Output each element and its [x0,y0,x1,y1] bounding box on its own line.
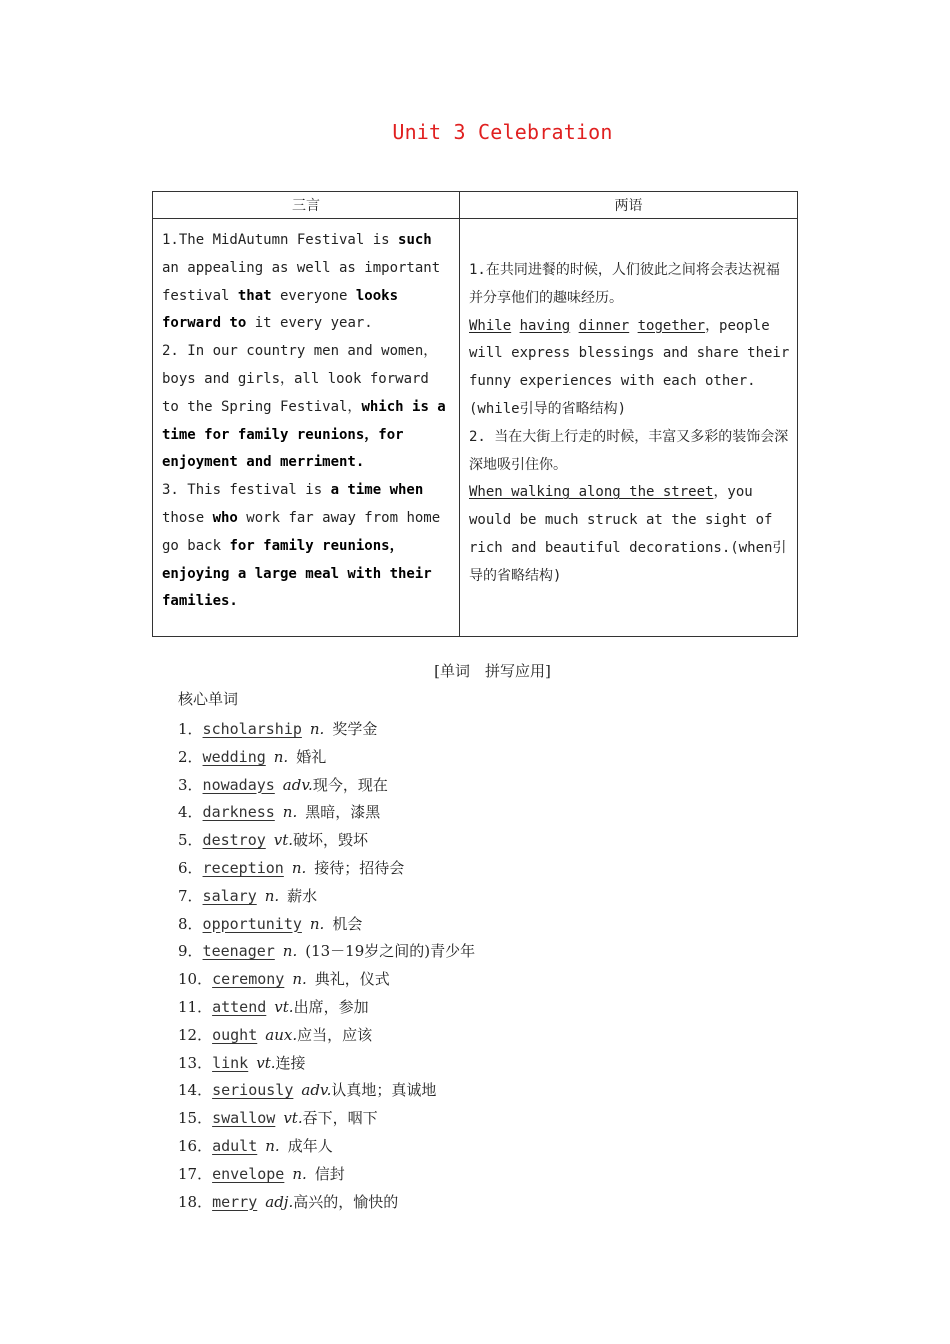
table-header-row [153,192,798,219]
vocab-number: 14． [178,1081,213,1100]
vocab-number: 5． [178,831,203,850]
vocab-item [178,966,475,994]
vocab-item [178,1022,475,1050]
vocab-item [178,744,475,772]
vocab-number: 16． [178,1136,213,1155]
vocab-item [178,716,475,744]
vocab-number: 4． [178,803,203,822]
vocab-part-of-speech: vt. [274,997,294,1016]
vocab-part-of-speech: n. [273,747,289,766]
vocab-part-of-speech: vt. [256,1053,276,1072]
vocab-part-of-speech: n. [292,1164,307,1183]
vocab-item [178,911,475,939]
vocab-word: scholarship [202,720,302,738]
vocab-part-of-speech: n. [264,886,280,905]
vocab-word: envelope [212,1164,285,1183]
vocab-word: swallow [212,1109,276,1128]
header-sanyan: 三言 [153,192,460,219]
vocab-item [178,799,475,827]
vocab-number: 11． [178,997,213,1016]
vocab-part-of-speech: n. [265,1136,280,1155]
vocab-word: ceremony [212,970,285,989]
vocab-word: link [212,1053,249,1072]
vocab-number: 13． [178,1053,213,1072]
vocab-number: 18． [178,1192,213,1211]
vocab-part-of-speech: vt. [273,831,294,850]
vocab-word: destroy [202,831,266,850]
vocab-item [178,1161,475,1189]
header-liangyu: 两语 [460,192,798,219]
subsection-heading: 核心单词 [178,690,239,708]
vocab-word: nowadays [202,775,275,794]
vocab-word: teenager [202,942,275,961]
sanyan-sentences: 1.The MidAutumn Festival is such an appealing as well as important festival that everyone looks forward to it every year. 2. In our country men and women，boys and girls，all look forward to the Spring Festival，which is a time for family reunions，for enjoyment and merriment. 3. This festival is a time when those who work far away from home go back for family reunions，enjoying a large meal with their families. [153,219,460,637]
vocab-item [178,1105,475,1133]
vocab-meaning: 成年人 [287,1136,333,1155]
vocab-meaning: 应当，应该 [297,1025,373,1044]
vocab-part-of-speech: n. [282,803,298,822]
vocab-word: seriously [212,1081,294,1100]
vocab-meaning: 黑暗，漆黑 [305,803,381,822]
vocab-item [178,1077,475,1105]
vocab-number: 15． [178,1109,213,1128]
vocab-number: 1． [178,720,203,738]
vocab-meaning: 机会 [332,914,363,933]
page-title: Unit 3 Celebration [392,120,613,144]
vocab-meaning: 奖学金 [332,720,378,738]
vocab-number: 7． [178,886,203,905]
vocab-number: 8． [178,914,203,933]
vocab-item [178,1189,475,1217]
vocab-word: attend [212,997,267,1016]
vocab-number: 2． [178,747,203,766]
vocab-number: 6． [178,858,203,877]
vocab-part-of-speech: adv. [282,775,313,794]
vocab-meaning: 认真地；真诚地 [331,1081,437,1100]
vocab-word: reception [202,858,284,877]
vocab-word: wedding [202,747,266,766]
vocab-meaning: 破坏，毁坏 [293,831,369,850]
table-content-row [153,219,798,637]
vocab-meaning: 信封 [314,1164,345,1183]
vocab-number: 17． [178,1164,213,1183]
vocab-part-of-speech: n. [291,858,307,877]
vocabulary-list [178,716,475,1216]
vocab-word: salary [202,886,257,905]
vocab-number: 3． [178,775,203,794]
comparison-table [152,191,798,637]
vocab-number: 10． [178,970,213,989]
vocab-word: darkness [202,803,275,822]
vocab-word: merry [212,1192,258,1211]
vocab-part-of-speech: aux. [265,1025,298,1044]
vocab-number: 12． [178,1025,213,1044]
vocab-meaning: 薪水 [287,886,318,905]
vocab-part-of-speech: n. [292,970,307,989]
vocab-meaning: 现今，现在 [312,775,388,794]
vocab-part-of-speech: adj. [265,1192,294,1211]
vocab-meaning: 接待；招待会 [314,858,405,877]
vocab-part-of-speech: vt. [283,1109,303,1128]
vocab-item [178,883,475,911]
vocab-meaning: 高兴的，愉快的 [293,1192,399,1211]
vocab-item [178,855,475,883]
vocab-part-of-speech: n. [309,914,325,933]
vocab-part-of-speech: n. [309,720,325,738]
vocab-word: adult [212,1136,258,1155]
vocab-meaning: 婚礼 [296,747,327,766]
liangyu-sentences: 1.在共同进餐的时候，人们彼此之间将会表达祝福并分享他们的趣味经历。 While having dinner together，people will express blessings and share their funny experiences with each other.(while引导的省略结构) 2. 当在大街上行走的时候，丰富又多彩的装饰会深深地吸引住你。 When walking along the street，you would be much struck at the sight of rich and beautiful decorations.(when引导的省略结构) [460,219,798,637]
vocab-item [178,938,475,966]
vocab-word: opportunity [202,914,302,933]
vocab-meaning: 典礼，仪式 [314,970,390,989]
vocab-item [178,994,475,1022]
vocab-meaning: 连接 [275,1053,306,1072]
vocab-word: ought [212,1025,258,1044]
vocab-item [178,1133,475,1161]
vocab-part-of-speech: n. [282,942,298,961]
vocab-item [178,1050,475,1078]
vocab-part-of-speech: adv. [301,1081,332,1100]
section-heading: [单词 拼写应用] [434,662,551,680]
vocab-meaning: 出席，参加 [293,997,369,1016]
vocab-item [178,772,475,800]
vocab-meaning: 吞下，咽下 [302,1109,378,1128]
vocab-item [178,827,475,855]
vocab-meaning: (13－19岁之间的)青少年 [305,942,476,961]
vocab-number: 9． [178,942,203,961]
